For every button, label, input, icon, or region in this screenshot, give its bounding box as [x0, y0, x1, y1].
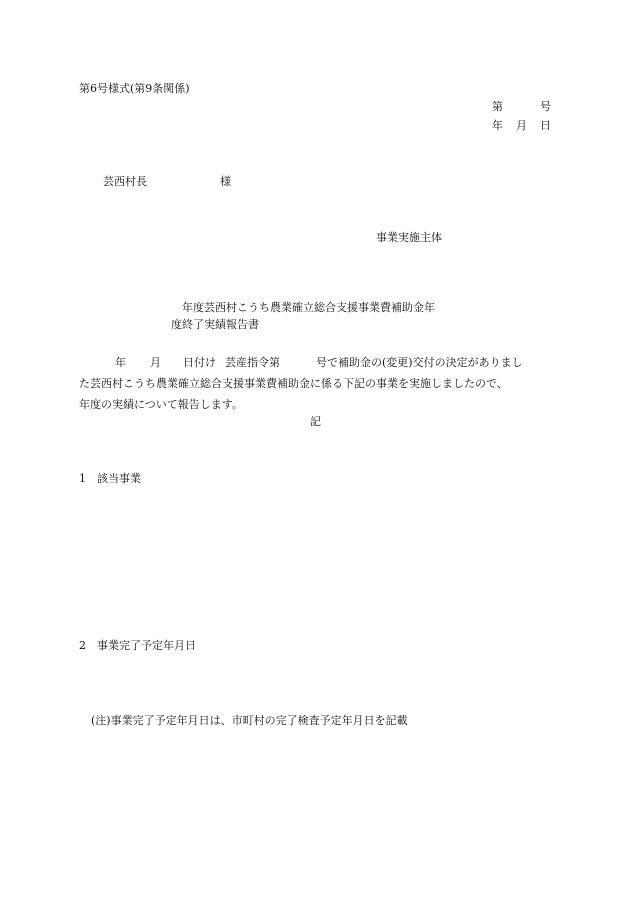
body-line-3: 年度の実績について報告します。: [79, 398, 243, 411]
ki-heading: 記: [310, 415, 321, 428]
body-line-1-tail: 号で補助金の(変更)交付の決定がありまし: [316, 356, 523, 369]
footnote: (注)事業完了予定年月日は、市町村の完了検査予定年月日を記載: [91, 714, 408, 727]
section-2-heading: 2 事業完了予定年月日: [79, 639, 196, 652]
section-1-heading: 1 該当事業: [79, 472, 141, 485]
title-line-2: 度終了実績報告書: [171, 318, 259, 331]
report-body: [79, 352, 559, 415]
title-line-1: 年度芸西村こうち農業確立総合支援事業費補助金年: [182, 301, 435, 314]
body-directive: 芸産指令第: [225, 356, 280, 369]
body-line-1: [79, 352, 559, 373]
doc-no-go: 号: [540, 100, 551, 113]
date-month: 月: [516, 119, 527, 132]
date-day: 日: [540, 119, 551, 132]
addressee-name: 芸西村長: [103, 175, 147, 188]
body-line-2: た芸西村こうち農業確立総合支援事業費補助金に係る下記の事業を実施しましたので、: [79, 377, 508, 390]
applicant-label: 事業実施主体: [376, 231, 442, 244]
body-month: 月: [150, 356, 161, 369]
date-year: 年: [492, 119, 503, 132]
addressee-honorific: 様: [220, 175, 231, 188]
body-year: 年: [115, 356, 126, 369]
body-date-ref: 日付け: [183, 356, 216, 369]
form-number: 第6号様式(第9条関係): [79, 82, 190, 95]
doc-no-dai: 第: [492, 100, 503, 113]
